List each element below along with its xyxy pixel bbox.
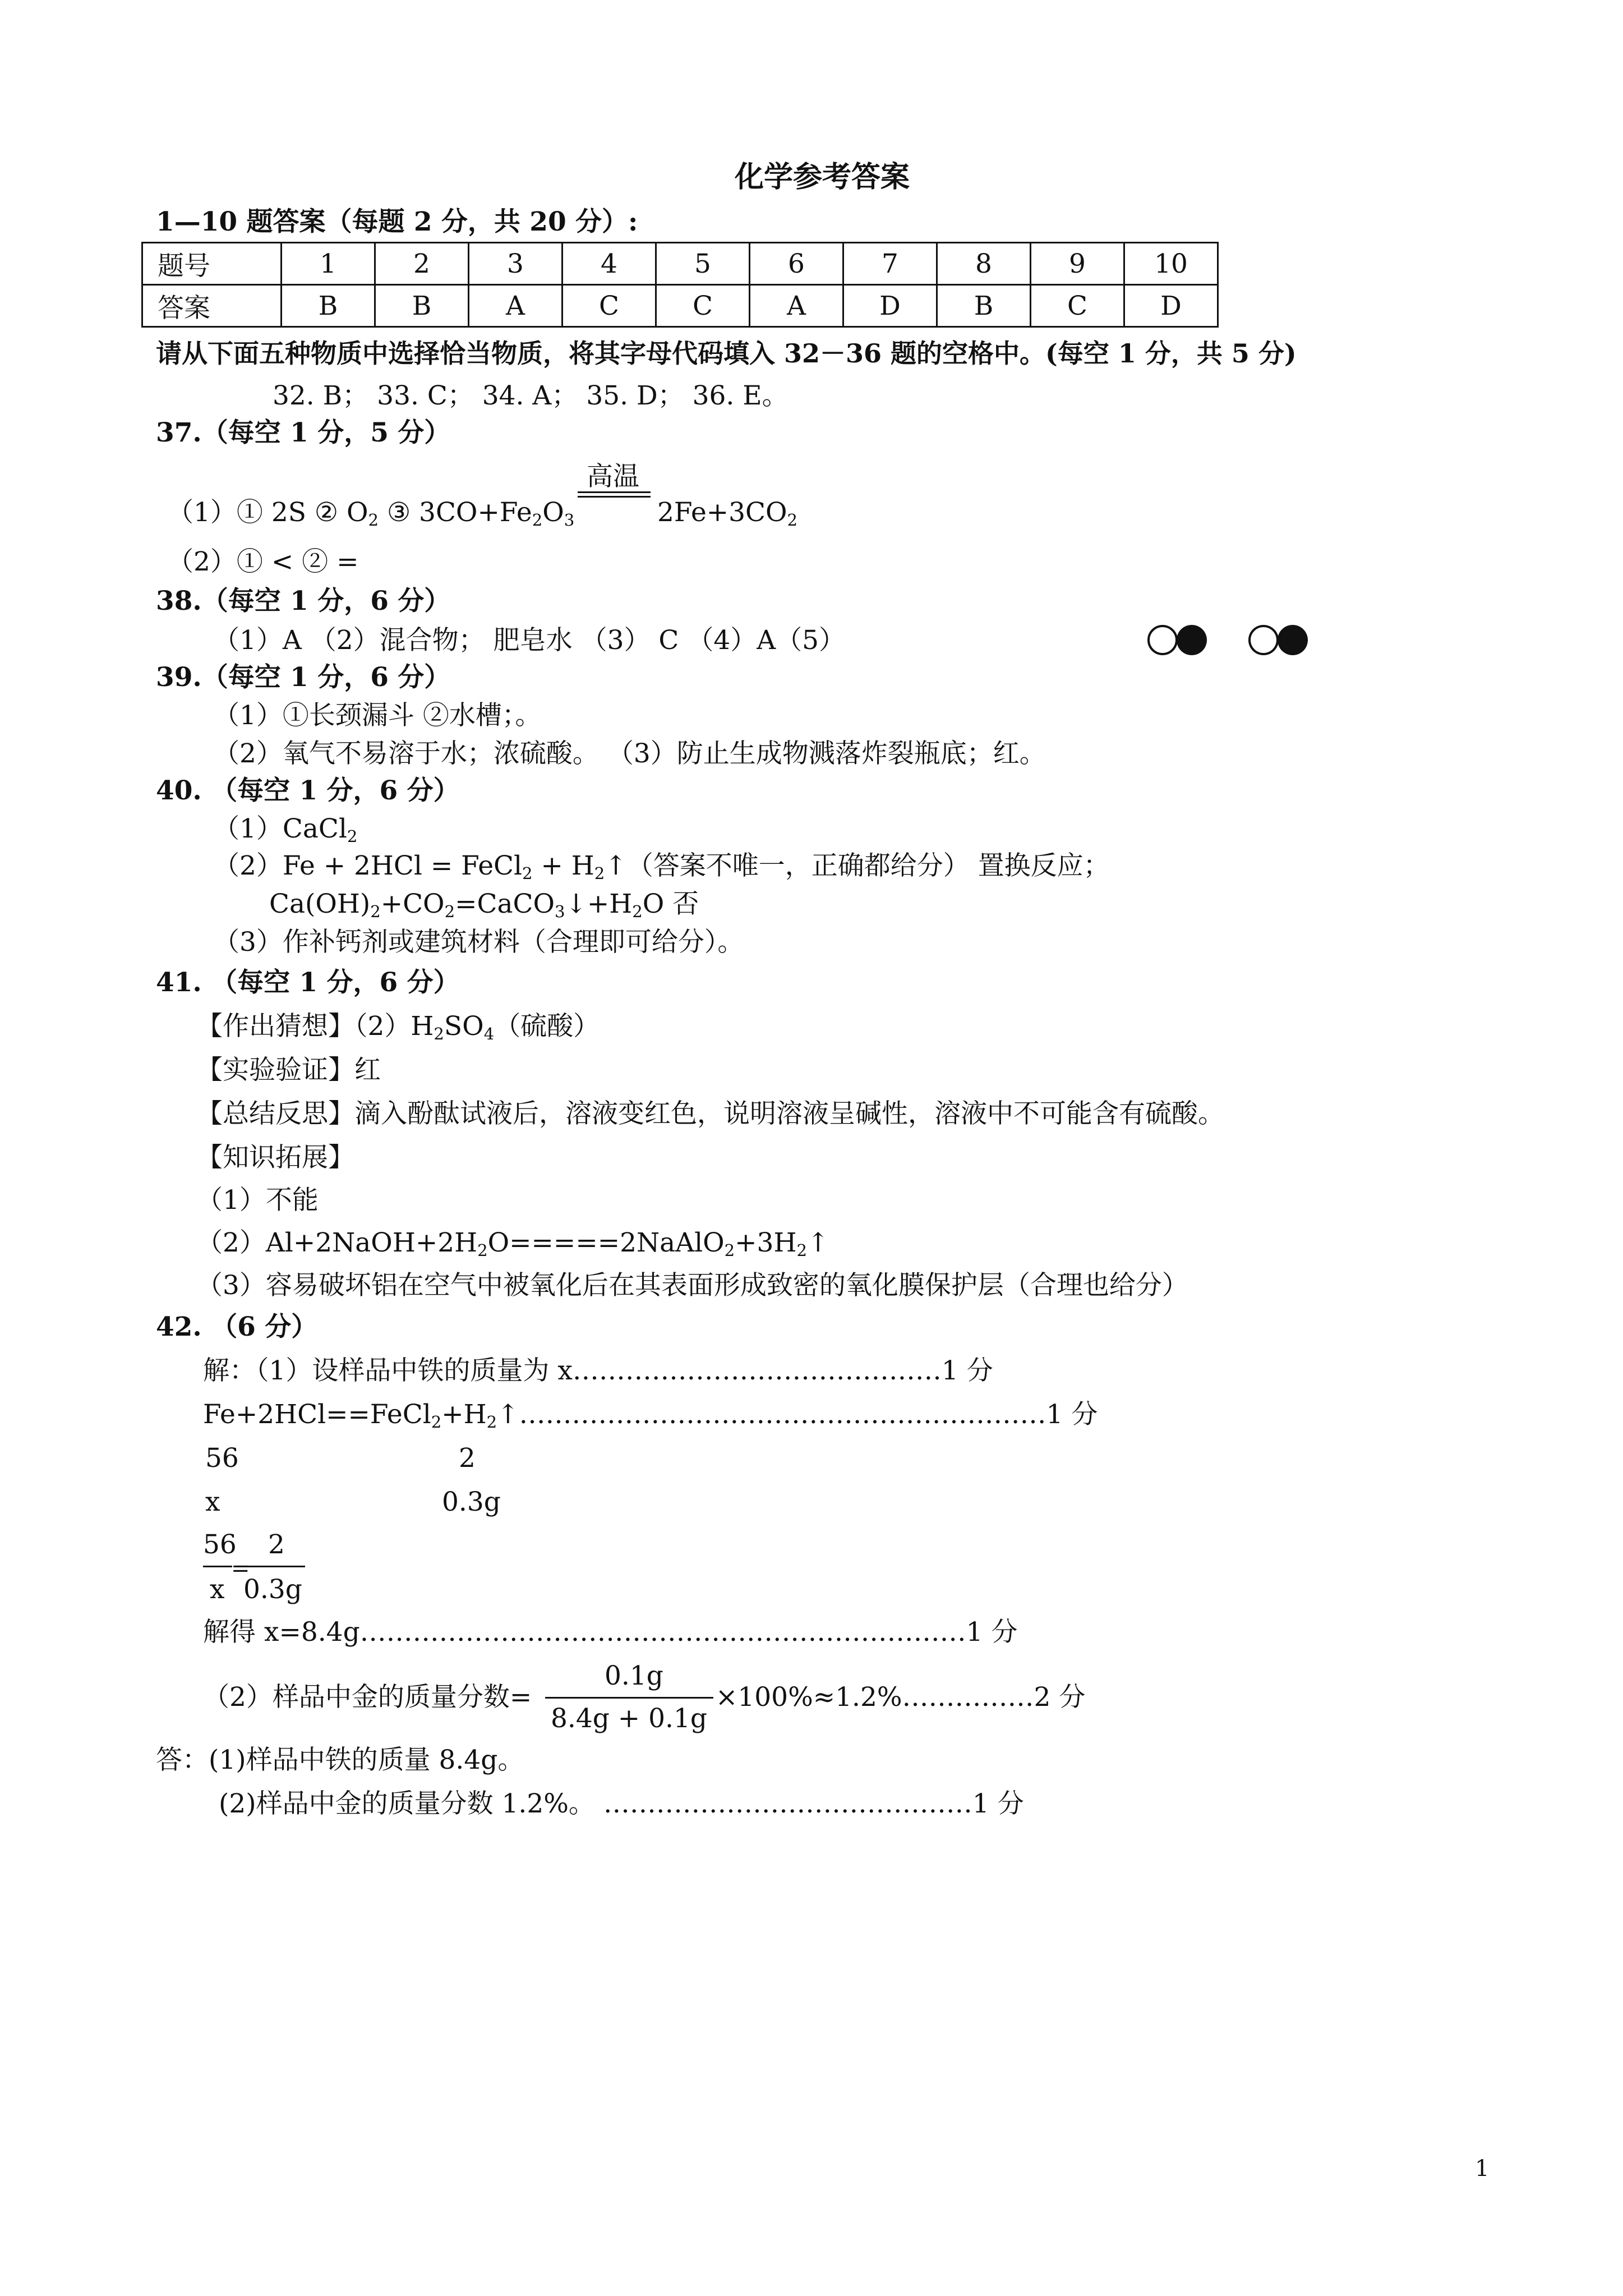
reaction-condition: 高温: [587, 461, 639, 492]
q42-step1: 解：（1）设样品中铁的质量为 x……………………………………1 分: [203, 1355, 993, 1386]
table-cell: 9: [1031, 243, 1124, 285]
table-cell: B: [282, 285, 375, 327]
q40-text: O 否: [642, 889, 699, 919]
table-cell: D: [843, 285, 937, 327]
q40-text: （1）CaCl: [213, 813, 347, 844]
q41-heading: 41. （每空 1 分，6 分）: [156, 967, 460, 998]
subscript: 2: [368, 510, 379, 530]
subscript: 2: [486, 1412, 497, 1432]
table-row: [142, 243, 1218, 285]
q38-line1: （1）A （2）混合物； 肥皂水 （3） C （4）A（5）: [213, 625, 846, 656]
table-cell: B: [937, 285, 1031, 327]
q40-line3: [269, 887, 699, 921]
q41-extend-heading: 【知识拓展】: [196, 1142, 354, 1173]
table-cell: 6: [750, 243, 843, 285]
q37-line1: [167, 496, 574, 530]
q41-extend3: （3）容易破坏铝在空气中被氧化后在其表面形成致密的氧化膜保护层（合理也给分）: [196, 1270, 1188, 1301]
answer-table: [141, 242, 1219, 328]
table-cell: 10: [1124, 243, 1218, 285]
table-cell: C: [1031, 285, 1124, 327]
q39-line1: （1）①长颈漏斗 ②水槽；。: [213, 700, 542, 731]
table-cell: B: [375, 285, 469, 327]
table-cell: 3: [469, 243, 562, 285]
q42-solve: 解得 x=8.4g……………………………………………………………1 分: [203, 1617, 1018, 1648]
table-row: [142, 285, 1218, 327]
q40-text: =CaCO: [455, 889, 555, 919]
subscript: 4: [483, 1024, 495, 1044]
q41-extend1: （1）不能: [196, 1185, 319, 1216]
q37-text: O: [542, 497, 564, 528]
q37-heading: 37.（每空 1 分，5 分）: [156, 417, 451, 448]
fraction-numerator-right: 2: [268, 1529, 285, 1560]
q39-line2: （2）氧气不易溶于水；浓硫酸。 （3）防止生成物溅落炸裂瓶底；红。: [213, 738, 1046, 769]
q42-text: Fe+2HCl==FeCl: [203, 1399, 431, 1430]
subscript: 2: [787, 510, 798, 530]
q40-text: ↓+H: [565, 889, 633, 919]
q40-line2: [213, 849, 1110, 883]
table-cell: D: [1124, 285, 1218, 327]
subscript: 2: [370, 902, 381, 922]
q42-part2-label: （2）样品中金的质量分数=: [203, 1682, 532, 1713]
table-cell: 2: [375, 243, 469, 285]
q42-ratio-right: 2: [459, 1443, 476, 1474]
q40-text: （2）Fe + 2HCl = FeCl: [213, 850, 523, 881]
q41-extend2: [196, 1226, 829, 1260]
table-cell: C: [656, 285, 750, 327]
equals-sign: =: [231, 1556, 250, 1581]
q37-text: 2Fe+3CO: [657, 497, 787, 528]
subscript: 2: [522, 864, 533, 884]
fraction-denominator-right: 0.3g: [243, 1574, 302, 1605]
table-cell: C: [562, 285, 656, 327]
subscript: 2: [434, 1024, 444, 1044]
q41-text: （硫酸）: [494, 1011, 600, 1042]
condition-equals-sign: [578, 491, 651, 498]
subscript: 2: [796, 1241, 807, 1260]
answer-line1: 答：(1)样品中铁的质量 8.4g。: [156, 1745, 524, 1775]
fraction-bar: [203, 1566, 232, 1567]
q41-text: （2）Al+2NaOH+2H: [196, 1227, 478, 1258]
q41-text: ↑: [806, 1227, 829, 1258]
fraction-denominator-left: x: [210, 1574, 225, 1605]
subscript: 3: [554, 902, 565, 922]
black-circle-icon: [1177, 625, 1207, 655]
mass-fraction-numerator: 0.1g: [605, 1660, 663, 1691]
fraction-bar: [545, 1697, 713, 1699]
select-instructions: 请从下面五种物质中选择恰当物质，将其字母代码填入 32－36 题的空格中。(每空 1 分，共 5 分): [156, 338, 1297, 369]
q42-unknown-right: 0.3g: [442, 1487, 501, 1517]
q41-guess: [196, 1010, 600, 1043]
q37-product: [657, 496, 797, 530]
table-cell: 5: [656, 243, 750, 285]
subscript: 2: [724, 1241, 735, 1260]
table-cell: 7: [843, 243, 937, 285]
mass-fraction-denominator: 8.4g + 0.1g: [551, 1703, 707, 1734]
q37-line2: （2）① < ② =: [167, 546, 359, 577]
fraction-bar: [247, 1566, 305, 1567]
page-number: 1: [1475, 2156, 1490, 2182]
q41-text: +3H: [735, 1227, 797, 1258]
q41-text: O=====2NaAlO: [487, 1227, 725, 1258]
subscript: 2: [431, 1412, 442, 1432]
q41-text: 【作出猜想】（2）H: [196, 1011, 434, 1042]
table-cell: 1: [282, 243, 375, 285]
table-cell: A: [469, 285, 562, 327]
subscript: 2: [477, 1241, 488, 1260]
q39-heading: 39.（每空 1 分，6 分）: [156, 662, 451, 693]
page-title: 化学参考答案: [735, 160, 910, 194]
q42-equation: [203, 1398, 1098, 1432]
subscript: 3: [564, 510, 575, 530]
q37-text: （1）① 2S ② O: [167, 497, 368, 528]
white-circle-icon: [1248, 625, 1279, 655]
q42-unknown-left: x: [205, 1487, 220, 1517]
q41-summary: 【总结反思】滴入酚酞试液后，溶液变红色，说明溶液呈碱性，溶液中不可能含有硫酸。: [196, 1098, 1224, 1129]
table-cell: 题号: [142, 243, 282, 285]
table-cell: 8: [937, 243, 1031, 285]
table-cell: 4: [562, 243, 656, 285]
table-cell: A: [750, 285, 843, 327]
q41-text: SO: [444, 1011, 484, 1042]
subscript: 2: [347, 827, 358, 846]
subscript: 2: [594, 864, 605, 884]
q42-ratio-left: 56: [205, 1443, 239, 1474]
q40-text: + H: [532, 850, 594, 881]
q40-text: ↑（答案不唯一，正确都给分） 置换反应；: [605, 850, 1110, 881]
table-cell: 答案: [142, 285, 282, 327]
q40-text: +CO: [380, 889, 445, 919]
section1-heading: 1—10 题答案（每题 2 分，共 20 分）:: [156, 206, 638, 237]
q42-text: +H: [441, 1399, 487, 1430]
q38-heading: 38.（每空 1 分，6 分）: [156, 586, 451, 616]
select-answers: 32. B； 33. C； 34. A； 35. D； 36. E。: [273, 380, 789, 411]
answer-line2: (2)样品中金的质量分数 1.2%。 ……………………………………1 分: [219, 1788, 1024, 1819]
q41-verify: 【实验验证】红: [196, 1055, 381, 1085]
q42-heading: 42. （6 分）: [156, 1312, 318, 1342]
subscript: 2: [532, 510, 543, 530]
q42-part2-result: ×100%≈1.2%……………2 分: [716, 1682, 1086, 1713]
q40-line4: （3）作补钙剂或建筑材料（合理即可给分）。: [213, 927, 744, 958]
white-circle-icon: [1147, 625, 1178, 655]
subscript: 2: [444, 902, 455, 922]
q40-heading: 40. （每空 1 分，6 分）: [156, 775, 460, 806]
black-circle-icon: [1278, 625, 1308, 655]
q37-text: ③ 3CO+Fe: [379, 497, 532, 528]
q40-text: Ca(OH): [269, 889, 371, 919]
q42-text: ↑……………………………………………………1 分: [497, 1399, 1098, 1430]
q40-line1: [213, 812, 357, 846]
fraction-numerator-left: 56: [203, 1529, 237, 1560]
subscript: 2: [632, 902, 643, 922]
